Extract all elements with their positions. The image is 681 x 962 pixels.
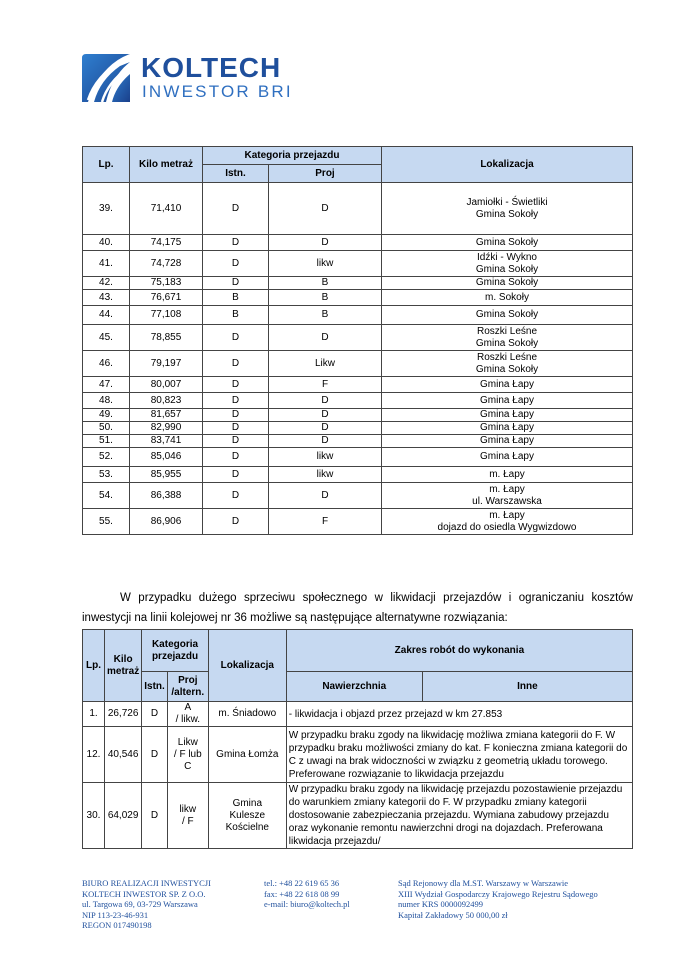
cell-istn: D [203,483,269,509]
footer-line: e-mail: biuro@koltech.pl [264,899,350,909]
header-kategoria: Kategoria przejazdu [203,147,382,165]
cell-kilometraz: 80,007 [130,377,203,393]
cell-kilometraz: 40,546 [105,727,142,783]
cell-lp: 41. [83,251,130,277]
location-line: Jamiołki - Świetliki [466,196,548,208]
proj-line: / F lub C [173,748,202,772]
footer-line: numer KRS 0000092499 [398,899,483,909]
cell-istn: D [203,235,269,251]
cell-lokalizacja [382,235,633,251]
table-row [83,702,633,727]
table-row [83,235,633,251]
cell-lp: 55. [83,509,130,535]
table-row [83,251,633,277]
cell-lp: 39. [83,183,130,235]
table-row [83,290,633,306]
cell-proj: likw [269,467,382,483]
table-row [83,377,633,393]
location-line: Gmina Łapy [480,409,534,420]
cell-lp: 49. [83,409,130,422]
cell-lp: 42. [83,277,130,290]
cell-lokalizacja [382,325,633,351]
cell-zakres: - likwidacja i objazd przez przejazd w km 27.853 [286,702,632,727]
table-row [83,393,633,409]
cell-lp: 40. [83,235,130,251]
table-row [83,783,633,849]
cell-istn: D [203,422,269,435]
location-line: m. Łapy [489,468,525,480]
cell-kilometraz: 85,046 [130,448,203,467]
table-row [83,435,633,448]
t2-header-istn: Istn. [142,672,168,702]
proj-line: / likw. [175,714,201,725]
table-row [83,509,633,535]
cell-kilometraz: 85,955 [130,467,203,483]
cell-lokalizacja [382,422,633,435]
logo-subtitle: INWESTOR BRI [142,82,293,101]
cell-proj: Likw [269,351,382,377]
cell-lp: 30. [83,783,105,849]
cell-istn: D [203,435,269,448]
alternative-solutions-paragraph [82,588,633,628]
cell-istn: D [203,351,269,377]
header-istn: Istn. [203,165,269,183]
footer-registry [398,878,598,920]
cell-zakres: W przypadku braku zgody na likwidację przejazdu pozostawienie przejazdu do warunkiem zmiany kategorii do F. W przypadku zmiany kategorii dostosowanie zabezpieczania przejazdu. Wymiana zabudowy przejazdu oraz wykonanie remontu nawierzchni drogi na dojazdach. Preferowana likwidacja przejazdu/ [286,783,632,849]
cell-kilometraz: 74,728 [130,251,203,277]
header-lp: Lp. [83,147,130,183]
cell-istn: D [203,467,269,483]
company-logo [78,48,298,108]
t2-header-lp: Lp. [83,630,105,702]
cell-kilometraz: 26,726 [105,702,142,727]
cell-lokalizacja [382,351,633,377]
footer-line: REGON 017490198 [82,920,152,930]
table-row [83,409,633,422]
table-row [83,351,633,377]
cell-istn: D [203,183,269,235]
cell-lp: 46. [83,351,130,377]
location-line: Gmina Łapy [480,378,534,390]
cell-lp: 44. [83,306,130,325]
table-row [83,448,633,467]
location-line: Roszki Leśne [476,325,538,337]
cell-proj: B [269,277,382,290]
cell-istn: D [142,783,168,849]
t2-header-inne: Inne [422,672,632,702]
location-line: ul. Warszawska [472,495,542,507]
location-line: Gmina Sokoły [475,277,539,288]
cell-kilometraz: 83,741 [130,435,203,448]
cell-kilometraz: 79,197 [130,351,203,377]
table-row [83,483,633,509]
cell-proj: D [269,183,382,235]
cell-proj [167,727,208,783]
cell-istn: D [203,277,269,290]
cell-proj: D [269,409,382,422]
t2-header-nawierzchnia: Nawierzchnia [286,672,422,702]
cell-kilometraz: 82,990 [130,422,203,435]
footer-line: BIURO REALIZACJI INWESTYCJI [82,878,211,888]
koltech-logo-icon [78,50,134,106]
cell-istn: D [203,409,269,422]
footer-line: XIII Wydział Gospodarczy Krajowego Rejestru Sądowego [398,888,598,899]
location-line: Gmina Sokoły [475,236,539,248]
cell-proj: likw [269,448,382,467]
proj-line: likw [179,803,197,815]
t2-header-kilometraz: Kilo metraż [105,630,142,702]
location-line: Gmina Łapy [480,422,534,433]
cell-lokalizacja: m. Śniadowo [208,702,286,727]
header-proj: Proj [269,165,382,183]
footer-line: Sąd Rejonowy dla M.ST. Warszawy w Warszawie [398,878,569,888]
location-line: Gmina Sokoły [475,363,539,375]
cell-lp: 54. [83,483,130,509]
location-line: m. Łapy [489,483,525,495]
header-kilometraz: Kilo metraż [130,147,203,183]
table-row [83,727,633,783]
footer-contact [264,878,350,910]
cell-istn: D [203,325,269,351]
location-line: m. Łapy [489,509,525,521]
cell-proj: B [269,306,382,325]
cell-lokalizacja [382,290,633,306]
cell-proj: D [269,422,382,435]
header-lokalizacja: Lokalizacja [382,147,633,183]
cell-lp: 51. [83,435,130,448]
location-line: Roszki Leśne [476,351,538,363]
table-row [83,325,633,351]
cell-lp: 48. [83,393,130,409]
cell-istn: D [203,448,269,467]
table-row [83,467,633,483]
t2-header-zakres: Zakres robót do wykonania [286,630,632,672]
footer-line: ul. Targowa 69, 03-729 Warszawa [82,899,198,909]
location-line: Gmina Sokoły [475,263,539,275]
cell-lokalizacja [382,183,633,235]
cell-lokalizacja [382,483,633,509]
cell-lp: 12. [83,727,105,783]
location-line: Gmina Łapy [480,435,534,446]
footer-line: Kapitał Zakładowy 50 000,00 zł [398,909,508,920]
cell-istn: D [142,727,168,783]
cell-lokalizacja [382,509,633,535]
cell-lokalizacja [382,435,633,448]
cell-proj: B [269,290,382,306]
footer-line: KOLTECH INWESTOR SP. Z O.O. [82,888,206,899]
cell-kilometraz: 86,906 [130,509,203,535]
location-line: m. Sokoły [485,291,529,303]
cell-lokalizacja [382,277,633,290]
cell-proj: D [269,435,382,448]
proj-line: / F [181,815,194,827]
proj-line: Likw [177,736,198,748]
cell-lokalizacja [382,393,633,409]
cell-proj: F [269,377,382,393]
cell-istn: D [203,393,269,409]
cell-lp: 1. [83,702,105,727]
cell-kilometraz: 74,175 [130,235,203,251]
location-line: Idźki - Wykno [477,251,537,263]
cell-lp: 43. [83,290,130,306]
location-line: Gmina Sokoły [475,208,539,220]
cell-istn: D [142,702,168,727]
cell-kilometraz: 77,108 [130,306,203,325]
cell-kilometraz: 76,671 [130,290,203,306]
table-row [83,277,633,290]
cell-istn: D [203,377,269,393]
cell-proj: D [269,483,382,509]
location-line: Gmina Sokoły [475,337,539,349]
cell-lokalizacja [382,448,633,467]
location-line: Gmina Łapy [480,394,534,406]
cell-lokalizacja [382,306,633,325]
paragraph-text: W przypadku dużego sprzeciwu społecznego w likwidacji przejazdów i ograniczaniu kosztów inwestycji na linii kolejowej nr 36 możliwe są następujące alternatywne rozwiązania: [82,592,633,624]
footer-company [82,878,211,931]
t2-header-proj: Proj /altern. [167,672,208,702]
cell-istn: D [203,251,269,277]
cell-lp: 50. [83,422,130,435]
logo-title: KOLTECH [141,52,282,83]
cell-istn: B [203,306,269,325]
cell-lokalizacja: Gmina Łomża [208,727,286,783]
cell-kilometraz: 71,410 [130,183,203,235]
alternatives-table [82,629,633,849]
table-row [83,306,633,325]
footer-line: fax: +48 22 618 08 99 [264,888,340,899]
proj-line: A [184,702,192,713]
cell-proj: D [269,325,382,351]
cell-proj [167,783,208,849]
table-row [83,422,633,435]
alternatives-table-body [83,702,633,849]
cell-proj: D [269,393,382,409]
cell-kilometraz: 80,823 [130,393,203,409]
cell-lokalizacja [382,377,633,393]
cell-istn: B [203,290,269,306]
t2-header-kategoria: Kategoria przejazdu [142,630,209,672]
cell-istn: D [203,509,269,535]
cell-proj: likw [269,251,382,277]
cell-lokalizacja [382,409,633,422]
cell-kilometraz: 81,657 [130,409,203,422]
cell-lokalizacja [382,467,633,483]
cell-lokalizacja [382,251,633,277]
footer-line: tel.: +48 22 619 65 36 [264,878,340,888]
cell-zakres: W przypadku braku zgody na likwidację możliwa zmiana kategorii do F. W przypadku braku możliwości zmiany do kat. F konieczna zmiana kategorii do C z uwagi na brak widoczności w związku z geometrią układu torowego. Preferowane rozwiązanie to likwidacja przejazdu [286,727,632,783]
cell-kilometraz: 75,183 [130,277,203,290]
cell-lokalizacja: Gmina Kulesze Kościelne [208,783,286,849]
cell-lp: 45. [83,325,130,351]
crossings-table [82,146,633,535]
cell-lp: 47. [83,377,130,393]
footer-line: NIP 113-23-46-931 [82,909,149,920]
cell-lp: 52. [83,448,130,467]
cell-kilometraz: 64,029 [105,783,142,849]
t2-header-lokalizacja: Lokalizacja [208,630,286,702]
cell-proj [167,702,208,727]
location-line: Gmina Sokoły [475,309,539,320]
cell-lp: 53. [83,467,130,483]
table-row [83,183,633,235]
location-line: Gmina Łapy [480,451,534,462]
cell-kilometraz: 78,855 [130,325,203,351]
crossings-table-body [83,183,633,535]
cell-proj: F [269,509,382,535]
location-line: dojazd do osiedla Wygwizdowo [437,521,577,533]
cell-kilometraz: 86,388 [130,483,203,509]
cell-proj: D [269,235,382,251]
